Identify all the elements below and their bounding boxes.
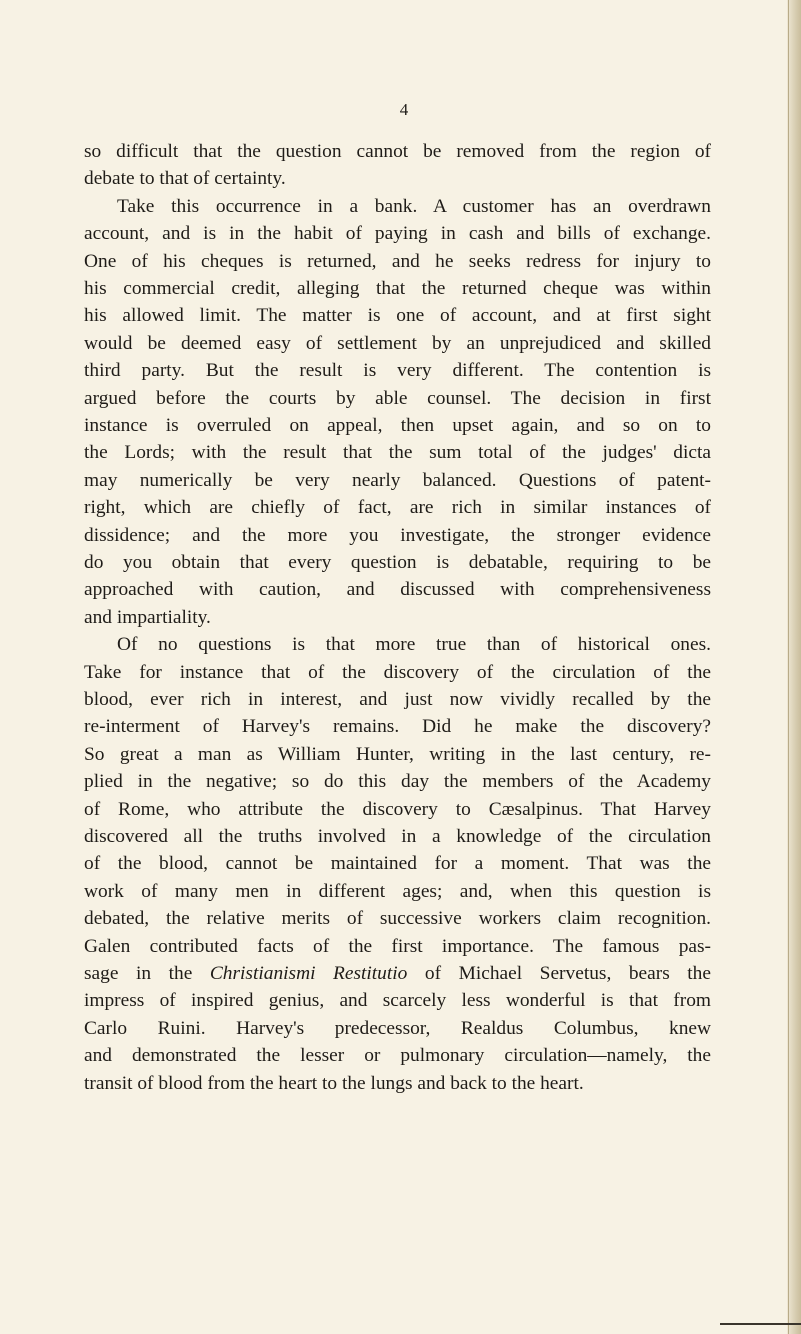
text-line: his allowed limit. The matter is one of account, and at first sight bbox=[84, 305, 711, 327]
text-line: dissidence; and the more you investigate, the stronger evidence bbox=[84, 524, 711, 546]
text-line: sage in the Christianismi Restitutio of Michael Servetus, bears the bbox=[84, 963, 711, 984]
text-line: One of his cheques is returned, and he seeks redress for injury to bbox=[84, 250, 711, 272]
text-line: transit of blood from the heart to the lungs and back to the heart. bbox=[84, 1072, 584, 1094]
text-line: Take this occurrence in a bank. A customer has an overdrawn bbox=[117, 195, 711, 217]
text-line: account, and is in the habit of paying in cash and bills of exchange. bbox=[84, 223, 711, 245]
text-line: of the blood, cannot be maintained for a moment. That was the bbox=[84, 853, 711, 875]
text-line: and impartiality. bbox=[84, 606, 211, 628]
text-line: debate to that of certainty. bbox=[84, 168, 286, 190]
text-line: re-interment of Harvey's remains. Did he make the discovery? bbox=[84, 716, 711, 738]
text-line: approached with caution, and discussed with comprehensiveness bbox=[84, 579, 711, 601]
italic-title: Christianismi Restitutio bbox=[209, 963, 408, 984]
text-line: would be deemed easy of settlement by an unprejudiced and skilled bbox=[84, 332, 711, 354]
text-line: argued before the courts by able counsel. The decision in first bbox=[84, 387, 711, 409]
text-line: Of no questions is that more true than of historical ones. bbox=[117, 634, 711, 656]
text-line: of Rome, who attribute the discovery to Cæsalpinus. That Harvey bbox=[84, 798, 711, 820]
text-line: blood, ever rich in interest, and just now vividly recalled by the bbox=[84, 689, 711, 710]
text-line: impress of inspired genius, and scarcely less wonderful is that from bbox=[84, 990, 711, 1012]
text-line: third party. But the result is very different. The contention is bbox=[84, 360, 711, 382]
text-line: work of many men in different ages; and, when this question is bbox=[84, 880, 711, 902]
text-line: do you obtain that every question is debatable, requiring to be bbox=[84, 552, 711, 573]
text-line: right, which are chiefly of fact, are rich in similar instances of bbox=[84, 497, 711, 519]
text-line: his commercial credit, alleging that the returned cheque was within bbox=[84, 278, 711, 299]
text-line: so difficult that the question cannot be removed from the region of bbox=[84, 141, 711, 162]
text-line: Take for instance that of the discovery of the circulation of the bbox=[84, 661, 711, 683]
text-line: instance is overruled on appeal, then upset again, and so on to bbox=[84, 415, 711, 436]
text-line: Carlo Ruini. Harvey's predecessor, Realdus Columbus, knew bbox=[84, 1017, 711, 1039]
page-edge bbox=[787, 0, 801, 1334]
text-line: may numerically be very nearly balanced. Questions of patent- bbox=[84, 469, 711, 491]
bottom-rule bbox=[720, 1323, 801, 1325]
text-line: discovered all the truths involved in a knowledge of the circulation bbox=[84, 826, 711, 847]
text-line: So great a man as William Hunter, writing in the last century, re- bbox=[84, 743, 711, 765]
page-number: 4 bbox=[399, 100, 409, 119]
text-line: debated, the relative merits of successive workers claim recognition. bbox=[84, 908, 711, 930]
text-line: plied in the negative; so do this day the members of the Academy bbox=[84, 771, 711, 793]
text-line: the Lords; with the result that the sum total of the judges' dicta bbox=[84, 442, 711, 464]
text-line: and demonstrated the lesser or pulmonary circulation—namely, the bbox=[84, 1045, 711, 1067]
text-line: Galen contributed facts of the first importance. The famous pas- bbox=[84, 935, 711, 957]
page-edge-line bbox=[788, 0, 789, 1334]
